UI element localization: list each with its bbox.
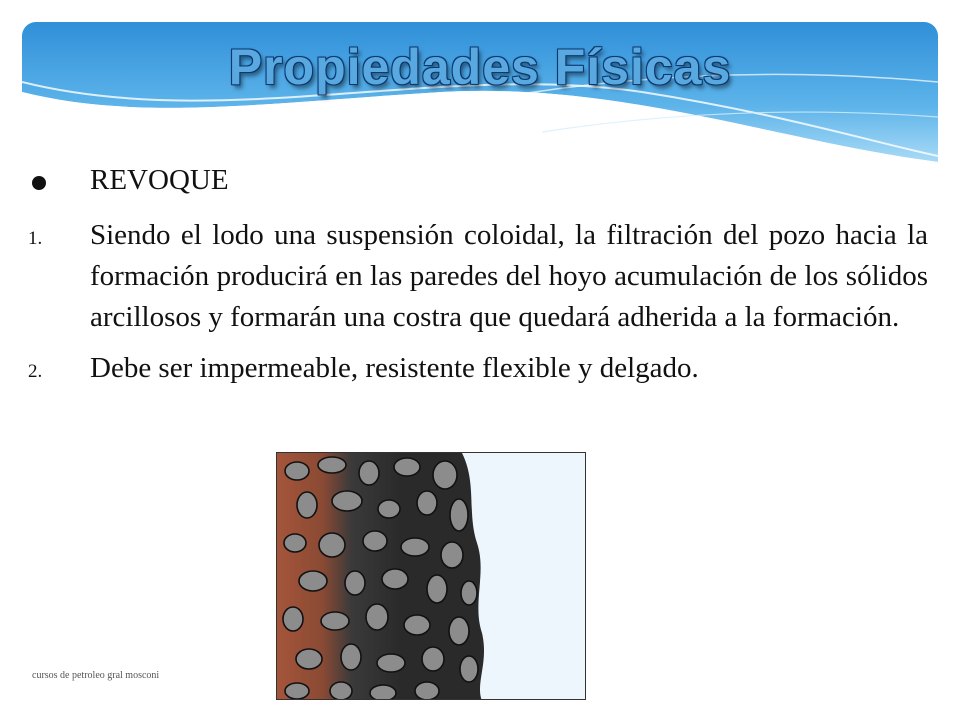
list-number: 2. bbox=[28, 361, 43, 382]
mudcake-diagram bbox=[276, 452, 586, 700]
page-title: Propiedades Físicas bbox=[228, 39, 732, 95]
bullet-marker bbox=[28, 160, 90, 205]
bullet-dot-icon bbox=[32, 176, 46, 190]
list-text: Debe ser impermeable, resistente flexible y delgado. bbox=[90, 352, 699, 384]
footer-text: cursos de petroleo gral mosconi bbox=[32, 670, 160, 681]
list-number: 1. bbox=[28, 228, 43, 249]
bullet-row bbox=[28, 160, 928, 205]
bullet-label: REVOQUE bbox=[90, 164, 229, 196]
slide-content bbox=[28, 160, 928, 392]
list-item bbox=[28, 215, 928, 338]
list-text: Siendo el lodo una suspensión coloidal, la filtración del pozo hacia la formación producirá en las paredes del hoyo acumulación de los sólidos arcillosos y formarán una costra que quedará adherida a la formación. bbox=[90, 219, 928, 333]
list-item bbox=[28, 348, 928, 392]
